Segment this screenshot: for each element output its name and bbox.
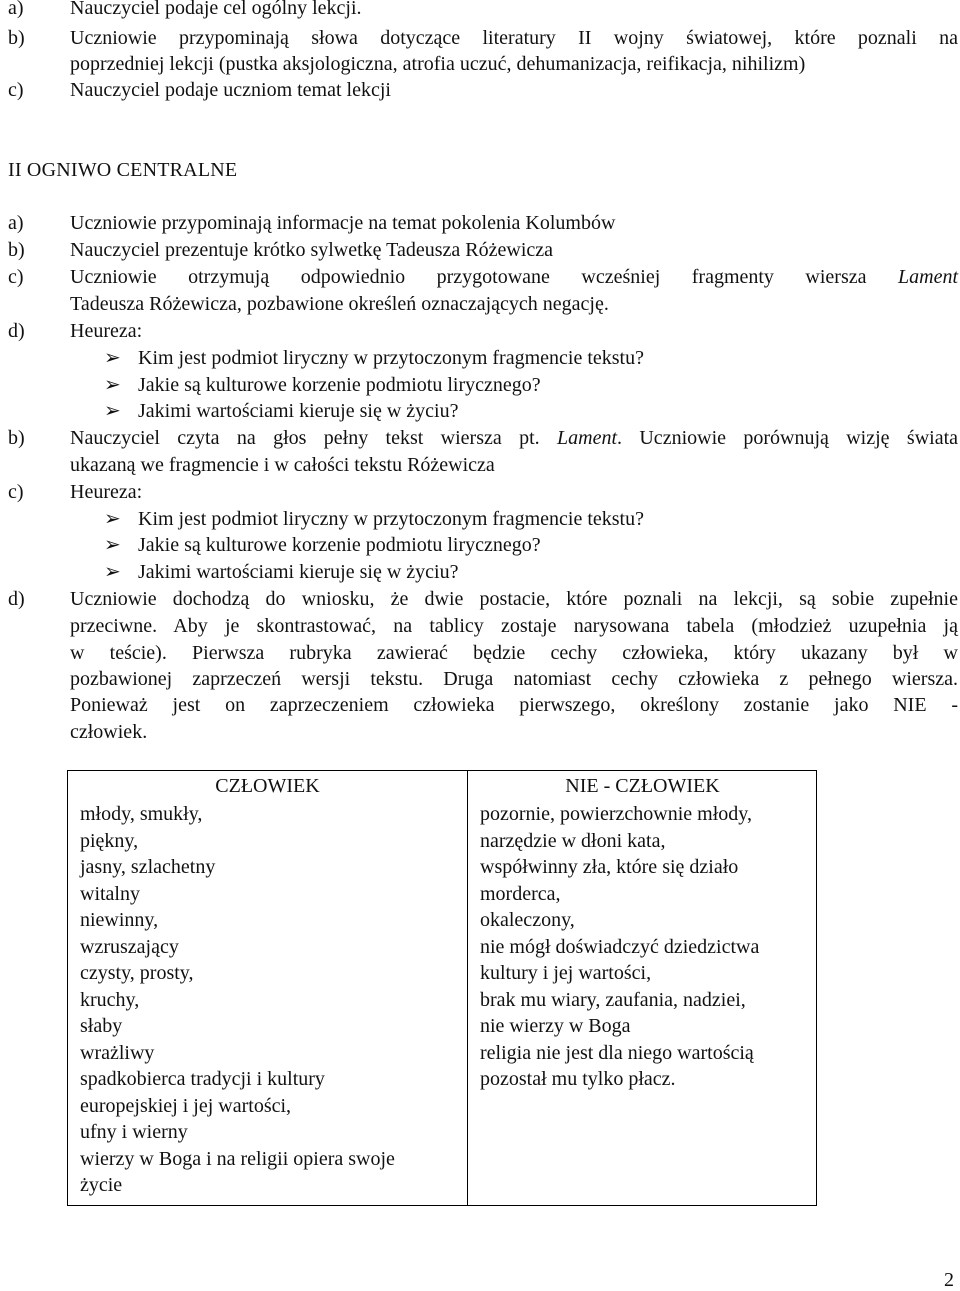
table-cell-line: życie	[80, 1174, 123, 1196]
column-header: CZŁOWIEK	[215, 775, 320, 797]
table-cell-line: wrażliwy	[80, 1041, 155, 1064]
bullet-text: Jakie są kulturowe korzenie podmiotu lirycznego?	[138, 534, 541, 556]
item-text-line: Uczniowie przypominają słowa dotyczące literatury II wojny światowej, które poznali na	[70, 27, 958, 49]
poem-title: Lament	[557, 427, 618, 449]
section-heading: II OGNIWO CENTRALNE	[8, 159, 238, 181]
item-label: a)	[8, 0, 24, 19]
table-cell-line: młody, smukły,	[80, 803, 203, 825]
arrow-bullet-icon: ➢	[104, 400, 121, 422]
table-cell-line: narzędzie w dłoni kata,	[480, 829, 666, 852]
table-cell-line: nie wierzy w Boga	[480, 1015, 631, 1037]
table-divider	[467, 771, 468, 1205]
table-cell-line: czysty, prosty,	[80, 962, 194, 984]
item-label: c)	[8, 266, 24, 288]
item-text-line: przeciwne. Aby je skontrastować, na tablicy zostaje narysowana tabela (młodzież uzupełnia ją	[70, 615, 958, 637]
item-label: b)	[8, 427, 25, 449]
bullet-text: Jakimi wartościami kieruje się w życiu?	[138, 400, 459, 422]
item-text: Heureza:	[70, 320, 143, 342]
item-text-line: pozbawionej zaprzeczeń wersji tekstu. Druga natomiast cechy człowieka z pełnego wiersza.	[70, 668, 958, 690]
table-cell-line: wzruszający	[80, 935, 179, 958]
item-text-line: w teście). Pierwsza rubryka zawierać będzie cechy człowieka, który ukazany był w	[70, 642, 958, 664]
item-text: Nauczyciel podaje uczniom temat lekcji	[70, 79, 391, 101]
item-label: d)	[8, 320, 25, 342]
item-text-line: Ponieważ jest on zaprzeczeniem człowieka pierwszego, określony zostanie jako NIE -	[70, 694, 958, 716]
arrow-bullet-icon: ➢	[104, 347, 121, 369]
table-cell-line: niewinny,	[80, 909, 159, 931]
bullet-text: Kim jest podmiot liryczny w przytoczonym fragmencie tekstu?	[138, 347, 644, 369]
item-text-line: Uczniowie dochodzą do wniosku, że dwie postacie, które poznali na lekcji, są sobie zupełnie	[70, 588, 958, 610]
comparison-table	[67, 770, 817, 1206]
arrow-bullet-icon: ➢	[104, 374, 121, 396]
poem-title: Lament	[898, 266, 958, 288]
bullet-text: Kim jest podmiot liryczny w przytoczonym fragmencie tekstu?	[138, 508, 644, 530]
text-run: Uczniowie otrzymują odpowiednio przygotowane wcześniej fragmenty wiersza	[70, 266, 898, 288]
item-text-line	[70, 264, 958, 290]
column-header: NIE - CZŁOWIEK	[565, 775, 720, 797]
item-text-line: poprzedniej lekcji (pustka aksjologiczna, atrofia uczuć, dehumanizacja, reifikacja, nihilizm)	[70, 53, 806, 75]
text-run: Nauczyciel czyta na głos pełny tekst wiersza pt.	[70, 427, 558, 449]
column-cell	[80, 801, 395, 1199]
table-cell-line: okaleczony,	[480, 909, 575, 931]
table-cell-line: współwinny zła, które się działo	[480, 856, 739, 878]
item-text-line	[70, 425, 958, 451]
bullet-text: Jakie są kulturowe korzenie podmiotu lirycznego?	[138, 374, 541, 396]
item-text-line: Tadeusza Różewicza, pozbawione określeń oznaczających negację.	[70, 293, 609, 315]
table-cell-line: europejskiej i jej wartości,	[80, 1094, 292, 1117]
column-cell	[480, 801, 759, 1093]
arrow-bullet-icon: ➢	[104, 508, 121, 530]
table-cell-line: słaby	[80, 1015, 123, 1037]
table-cell-line: kruchy,	[80, 988, 140, 1011]
arrow-bullet-icon: ➢	[104, 534, 121, 556]
item-text-line: człowiek.	[70, 721, 148, 743]
table-cell-line: morderca,	[480, 882, 561, 905]
item-label: b)	[8, 27, 25, 49]
table-cell-line: ufny i wierny	[80, 1121, 188, 1143]
item-label: c)	[8, 481, 24, 503]
item-label: a)	[8, 212, 24, 234]
item-text: Heureza:	[70, 481, 143, 503]
arrow-bullet-icon: ➢	[104, 561, 121, 583]
item-text: Nauczyciel prezentuje krótko sylwetkę Tadeusza Różewicza	[70, 239, 554, 261]
table-cell-line: pozornie, powierzchownie młody,	[480, 803, 752, 825]
table-cell-line: spadkobierca tradycji i kultury	[80, 1068, 325, 1090]
table-cell-line: wierzy w Boga i na religii opiera swoje	[80, 1147, 395, 1170]
table-cell-line: piękny,	[80, 829, 139, 852]
table-cell-line: kultury i jej wartości,	[480, 962, 652, 984]
table-cell-line: witalny	[80, 882, 140, 905]
item-text-line: ukazaną we fragmencie i w całości tekstu Różewicza	[70, 454, 495, 476]
text-run: . Uczniowie porównują wizję świata	[617, 427, 958, 449]
table-cell-line: nie mógł doświadczyć dziedzictwa	[480, 935, 760, 958]
bullet-text: Jakimi wartościami kieruje się w życiu?	[138, 561, 459, 583]
item-label: c)	[8, 79, 24, 101]
table-cell-line: jasny, szlachetny	[80, 856, 216, 878]
table-cell-line: religia nie jest dla niego wartością	[480, 1041, 754, 1064]
page-number: 2	[944, 1269, 954, 1291]
item-label: b)	[8, 239, 25, 261]
table-cell-line: brak mu wiary, zaufania, nadziei,	[480, 988, 746, 1011]
item-label: d)	[8, 588, 25, 610]
item-text: Uczniowie przypominają informacje na temat pokolenia Kolumbów	[70, 212, 616, 234]
table-cell-line: pozostał mu tylko płacz.	[480, 1068, 676, 1090]
item-text: Nauczyciel podaje cel ogólny lekcji.	[70, 0, 362, 19]
